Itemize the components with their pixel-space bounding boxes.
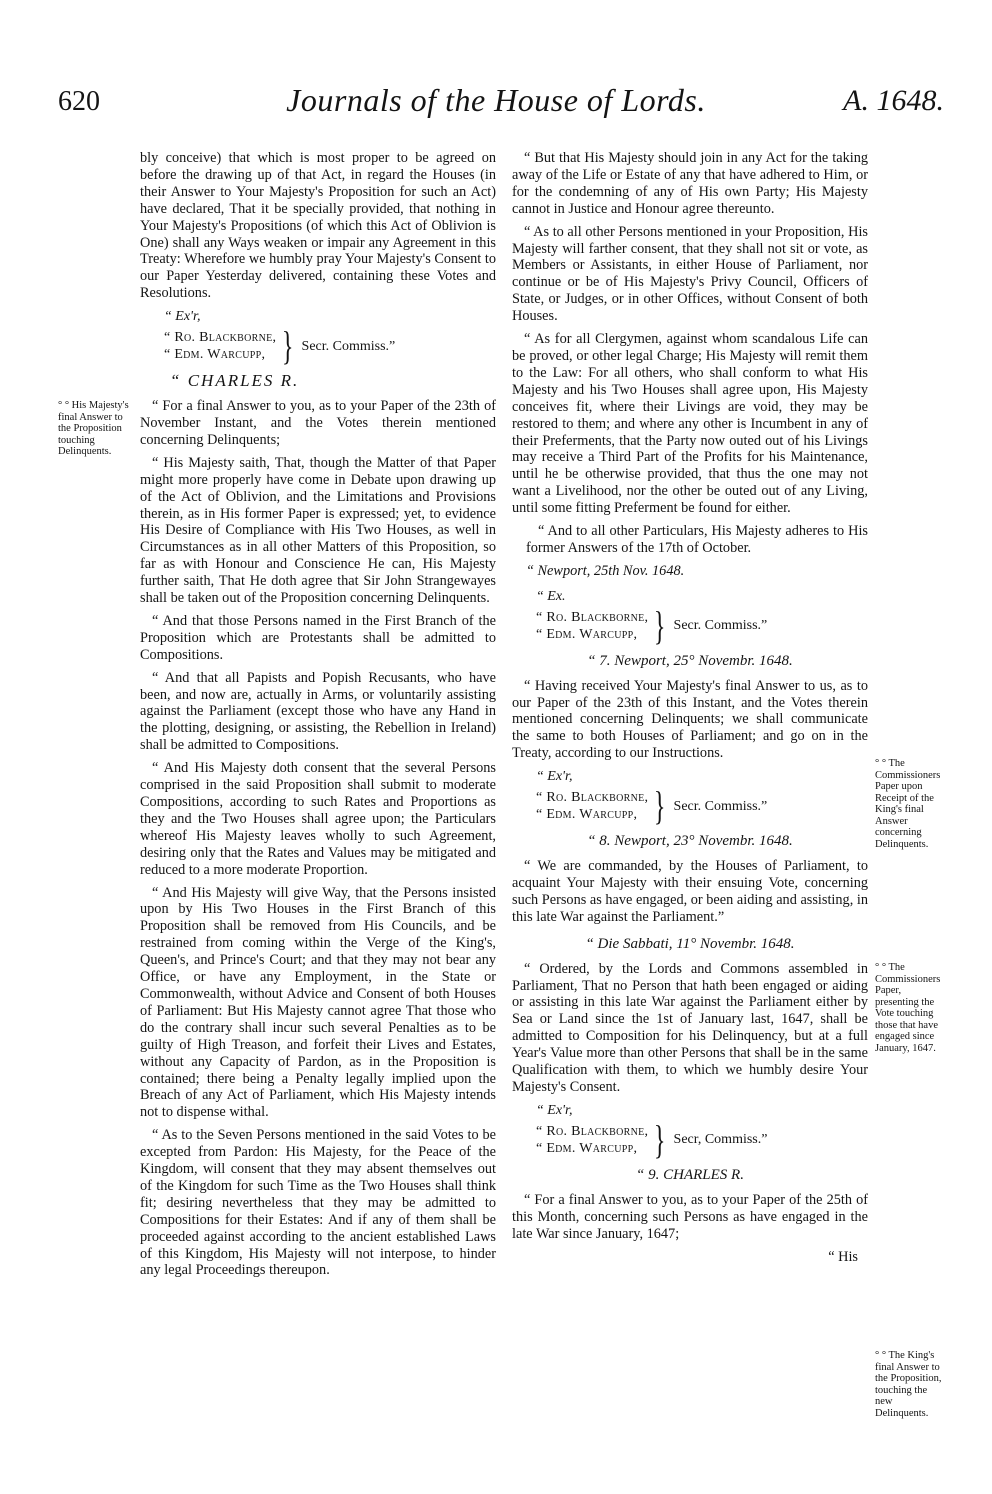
- margin-note-kings-final-answer: ° ° His Majesty's final Answer to the Proposition touching Delinquents.: [58, 400, 129, 457]
- paragraph: “ As to the Seven Persons mentioned in the said Votes to be excepted from Pardon: His Majesty, for the Peace of the Kingdom, will consent that they may absent themselves out of the Kingdom for such Time as the Two Houses shall think fit; desiring nevertheless that they may be admitted to Compositions for their Estates: And if any of them shall be proceeded against according to the ancient established Laws of this Kingdom, His Majesty will not interpose, to hinder any legal Proceedings thereupon.: [140, 1127, 496, 1279]
- paragraph: “ For a final Answer to you, as to your Paper of the 23th of November Instant, and the Votes therein mentioned concerning Delinquents;: [140, 398, 496, 448]
- margin-note-commissioners-receipt: ° ° The Commissioners Paper upon Receipt of the King's final Answer concerning Delinquents.: [875, 758, 941, 850]
- secretary-role: Secr. Commiss.”: [673, 798, 768, 814]
- signatory-warcupp: “ Edm. Warcupp,: [164, 347, 266, 363]
- signature-block: [164, 308, 496, 369]
- secretary-role: Secr. Commiss.”: [301, 338, 396, 354]
- margin-note-new-delinquents: ° ° The King's final Answer to the Proposition, touching the new Delinquents.: [875, 1350, 942, 1419]
- signatory-blackborne: “ Ro. Blackborne,: [536, 609, 649, 625]
- paragraph: “ And His Majesty will give Way, that the Persons insisted upon by His Two Houses in the First Branch of this Proposition shall be removed from His Councils, and be restrained from coming within the Verge of the King's, Queen's, and Prince's Court; and that they may not bear any Office, or have any Employment, in the State or Commonwealth, without Advice and Consent of both Houses of Parliament: But His Majesty cannot agree That those who do the contrary shall incur such several Penalties as to be guilty of High Treason, and forfeit their Lives and Estates, without any Capacity of Pardon, as in the Proposition is contained; there being a Penalty legally implied upon the Breach of any Act of Parliament, which His Majesty intends not to dispense withal.: [140, 884, 496, 1121]
- signatory-blackborne: “ Ro. Blackborne,: [536, 1123, 649, 1139]
- secretary-role: Secr. Commiss.”: [673, 618, 768, 634]
- paragraph: “ His Majesty saith, That, though the Matter of that Paper might more properly have come in Debate upon drawing up of the Act of Oblivion, and the Limitations and Provisions therein, as in His former Paper is expressed; yet, to evidence His Desire of Compliance with His Two Houses, as well in Circumstances as in all other Matters of this Proposition, so far as with Honour and Conscience He can, His Majesty further saith, That He doth agree that Sir John Strangewayes shall be taken out of the Proposition concerning Delinquents.: [140, 454, 496, 607]
- brace-glyph: }: [654, 783, 666, 829]
- heading-item-7: “ 7. Newport, 25° Novembr. 1648.: [587, 652, 793, 669]
- brace-glyph: }: [654, 1116, 666, 1162]
- signature-block: [536, 768, 868, 829]
- paragraph: “ For a final Answer to you, as to your Paper of the 25th of this Month, concerning such Persons as have engaged in the late War since January, 1647;: [512, 1191, 868, 1242]
- paragraph: “ But that His Majesty should join in any Act for the taking away of the Life or Estate of any that have adhered to Him, or for the condemning of any of His own Party; His Majesty cannot in Justice and Honour agree thereunto.: [512, 150, 868, 217]
- right-column: [512, 150, 868, 1265]
- signature-block: [536, 588, 868, 648]
- paragraph: “ And to all other Particulars, His Majesty adheres to His former Answers of the 17th of October.: [526, 523, 868, 556]
- year-label: A. 1648.: [843, 84, 944, 117]
- page-number: 620: [58, 86, 100, 117]
- heading-charles-r: “ CHARLES R.: [170, 371, 300, 391]
- secretary-role: Secr, Commiss.”: [673, 1132, 768, 1148]
- margin-note-commissioners-vote: ° ° The Commissioners Paper, presenting the Vote touching those that have engaged since January, 1647.: [875, 962, 941, 1054]
- signatory-blackborne: “ Ro. Blackborne,: [164, 330, 277, 346]
- paragraph: “ And His Majesty doth consent that the several Persons comprised in the said Proposition shall submit to moderate Compositions, according to such Rates and Proportions as they and the Two Houses shall agree upon; the Particulars whereof His Majesty leaves wholly to such Agreement, desiring only that the Rates and Values may be mitigated and reduced to a more moderate Proportion.: [140, 760, 496, 878]
- heading-item-8: “ 8. Newport, 23° Novembr. 1648.: [587, 833, 793, 850]
- page-title: Journals of the House of Lords.: [286, 82, 706, 118]
- heading-item-9: “ 9. CHARLES R.: [636, 1166, 744, 1183]
- catchword: “ His: [828, 1248, 858, 1265]
- paragraph-intro: bly conceive) that which is most proper to be agreed on before the drawing up of that Act, in regard the Houses (in their Answer to Your Majesty's Proposition for such an Act) have declared, That it be specially provided, that nothing in Your Majesty's Propositions (of which this Act of Oblivion is One) shall any Ways weaken or impair any Agreement in this Treaty: Wherefore we humbly pray Your Majesty's Consent to our Paper Yesterday delivered, containing these Votes and Resolutions.: [140, 150, 496, 302]
- paragraph: “ Ordered, by the Lords and Commons assembled in Parliament, That no Person that hath been engaged or aiding or assisting in this late War against the Parliament either by Sea or Land since the 1st of January last, 1647, shall be admitted to Composition for his Delinquency, but at a full Year's Value more than other Persons that shall be in the same Qualification with them, to which we humbly desire Your Majesty's Consent.: [512, 960, 868, 1095]
- paragraph: “ We are commanded, by the Houses of Parliament, to acquaint Your Majesty with their ensuing Vote, concerning such Persons as have engaged, or been aiding and assisting, in this late War against the Parliament.”: [512, 858, 868, 925]
- heading-die-sabbati: “ Die Sabbati, 11° Novembr. 1648.: [585, 935, 795, 952]
- exr-label: “ Ex'r,: [164, 309, 201, 325]
- paragraph: “ Having received Your Majesty's final Answer to us, as to our Paper of the 23th of this Instant, and the Votes therein mentioned concerning Delinquents; we shall communicate the same to both Houses of Parliament; and go on in the Treaty, according to our Instructions.: [512, 677, 868, 762]
- dateline-newport: “ Newport, 25th Nov. 1648.: [526, 562, 685, 579]
- paragraph: “ And that those Persons named in the First Branch of the Proposition which are Protestants shall be admitted to Compositions.: [140, 612, 496, 663]
- running-header: [0, 78, 992, 128]
- exr-label: “ Ex'r,: [536, 1102, 573, 1118]
- brace-glyph: }: [654, 602, 666, 648]
- exr-label: “ Ex'r,: [536, 769, 573, 785]
- signatory-warcupp: “ Edm. Warcupp,: [536, 1140, 638, 1156]
- signatory-warcupp: “ Edm. Warcupp,: [536, 626, 638, 642]
- signatory-blackborne: “ Ro. Blackborne,: [536, 790, 649, 806]
- paragraph: “ As for all Clergymen, against whom scandalous Life can be proved, or other legal Charge; His Majesty will remit them to the Law: For all others, who shall conform to what His Majesty and his Two Houses shall agree upon, His Majesty conceives fit, where their Livings are void, they may be restored to them; and where any other is Incumbent in any of their Preferments, that the Party now outed out of his Livings may receive a Third Part of the Profits for his Maintenance, until he be otherwise provided, that thus the one may not want a Livelihood, nor the other be outed out of any Living, until some fitting Preferment be found for either.: [512, 331, 868, 517]
- paragraph: “ As to all other Persons mentioned in your Proposition, His Majesty will farther consent, that they shall not sit or vote, as Members or Assistants, in either House of Parliament, nor continue or be of His Majesty's Privy Council, Officers of State, or Judges, or in other Offices, without Consent of both Houses.: [512, 223, 868, 325]
- signature-block: [536, 1102, 868, 1162]
- brace-glyph: }: [282, 323, 294, 369]
- ex-label: “ Ex.: [536, 588, 566, 604]
- left-column: [140, 150, 496, 1285]
- paragraph: “ And that all Papists and Popish Recusants, who have been, and now are, actually in Arms, or voluntarily assisting against the Parliament (except those who have any Hand in the plotting, designing, or assisting, the Rebellion in Ireland) shall be admitted to Compositions.: [140, 669, 496, 754]
- signatory-warcupp: “ Edm. Warcupp,: [536, 807, 638, 823]
